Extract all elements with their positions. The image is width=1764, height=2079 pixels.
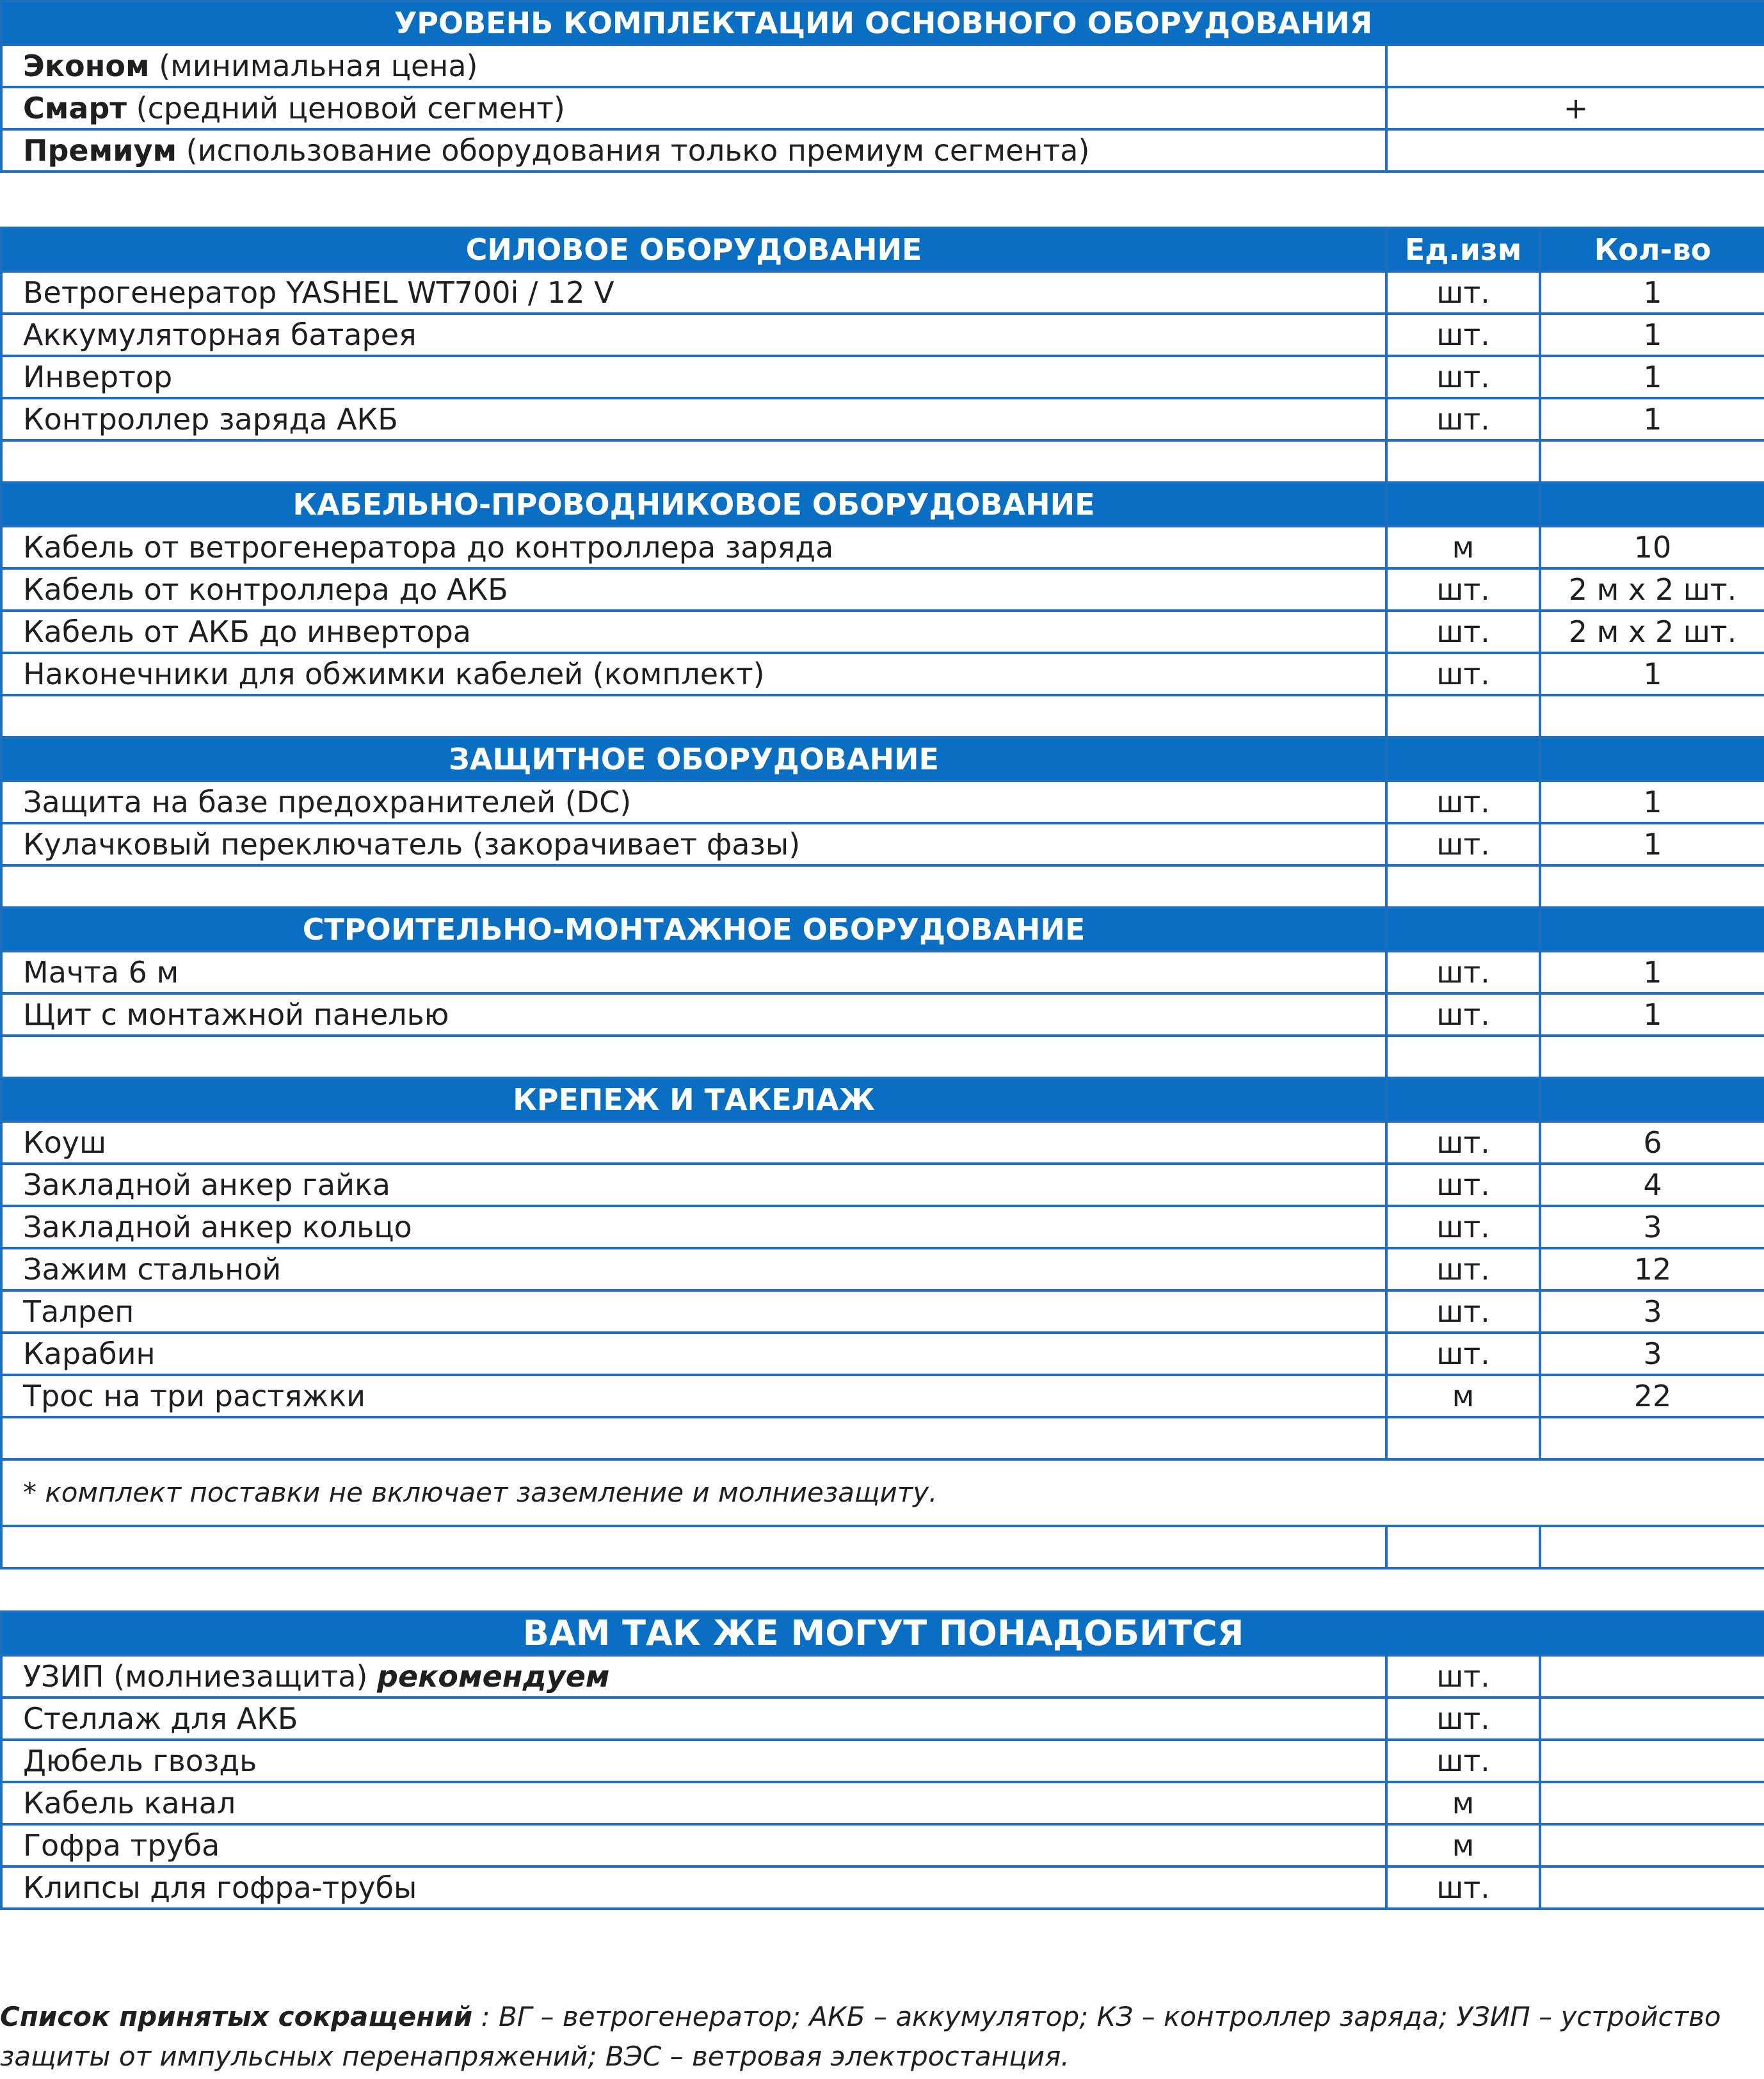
section-header-empty — [1540, 737, 1764, 781]
item-qty: 22 — [1540, 1375, 1764, 1417]
equipment-level-table — [0, 0, 1764, 173]
item-unit: шт. — [1386, 1698, 1540, 1740]
blank-cell — [1386, 1526, 1540, 1568]
equipment-table — [0, 227, 1764, 1569]
item-qty: 3 — [1540, 1206, 1764, 1248]
item-unit: шт. — [1386, 568, 1540, 611]
item-qty: 3 — [1540, 1290, 1764, 1333]
item-name: Контроллер заряда АКБ — [1, 398, 1386, 440]
item-name: Кабель от ветрогенератора до контроллера заряда — [1, 526, 1386, 568]
item-name: Карабин — [1, 1333, 1386, 1375]
item-name: Мачта 6 м — [1, 951, 1386, 993]
item-qty: 10 — [1540, 526, 1764, 568]
item-qty: 1 — [1540, 356, 1764, 398]
level-name — [1, 129, 1386, 172]
item-name: Кабель от контроллера до АКБ — [1, 568, 1386, 611]
level-header: УРОВЕНЬ КОМПЛЕКТАЦИИ ОСНОВНОГО ОБОРУДОВАНИЯ — [1, 1, 1764, 45]
level-mark — [1386, 45, 1764, 87]
item-qty — [1540, 1824, 1764, 1866]
blank-cell — [1540, 1526, 1764, 1568]
table-row — [1, 526, 1764, 568]
table-row — [1, 611, 1764, 653]
blank-cell — [1386, 1417, 1540, 1459]
section-header-empty — [1386, 908, 1540, 951]
item-qty: 1 — [1540, 653, 1764, 695]
item-name: Талреп — [1, 1290, 1386, 1333]
item-qty — [1540, 1698, 1764, 1740]
section-header-empty — [1386, 483, 1540, 526]
item-qty — [1540, 1782, 1764, 1824]
blank-row — [1, 440, 1764, 483]
table-row — [1, 568, 1764, 611]
abbreviations-lead: Список принятых сокращений — [0, 2001, 473, 2032]
item-unit: шт. — [1386, 611, 1540, 653]
item-unit: шт. — [1386, 1206, 1540, 1248]
level-header-row — [1, 1, 1764, 45]
item-qty: 3 — [1540, 1333, 1764, 1375]
table-row — [1, 356, 1764, 398]
table-row — [1, 271, 1764, 314]
blank-cell — [1540, 695, 1764, 737]
blank-row — [1, 1036, 1764, 1078]
section-header-row — [1, 228, 1764, 271]
item-qty: 6 — [1540, 1121, 1764, 1164]
item-unit: шт. — [1386, 823, 1540, 865]
item-unit: шт. — [1386, 781, 1540, 823]
section-header-row — [1, 1078, 1764, 1121]
abbreviations-line-2: защиты от импульсных перенапряжений; ВЭС – ветровая электростанция. — [0, 2041, 1070, 2072]
item-unit: м — [1386, 526, 1540, 568]
item-name: Кабель от АКБ до инвертора — [1, 611, 1386, 653]
item-unit: шт. — [1386, 271, 1540, 314]
item-qty — [1540, 1740, 1764, 1782]
item-qty: 1 — [1540, 314, 1764, 356]
item-qty: 1 — [1540, 993, 1764, 1036]
table-row — [1, 1655, 1764, 1698]
blank-cell — [1386, 1036, 1540, 1078]
section-header: КАБЕЛЬНО-ПРОВОДНИКОВОЕ ОБОРУДОВАНИЕ — [1, 483, 1386, 526]
level-name — [1, 45, 1386, 87]
item-qty: 2 м х 2 шт. — [1540, 568, 1764, 611]
column-header-unit: Ед.изм — [1386, 228, 1540, 271]
blank-cell — [1386, 865, 1540, 908]
blank-cell — [1, 1036, 1386, 1078]
table-row — [1, 653, 1764, 695]
item-name: Трос на три растяжки — [1, 1375, 1386, 1417]
item-qty: 12 — [1540, 1248, 1764, 1290]
table-row — [1, 1782, 1764, 1824]
blank-cell — [1, 1417, 1386, 1459]
extra-equipment-table — [0, 1610, 1764, 1910]
blank-cell — [1, 1526, 1386, 1568]
level-name-description: (использование оборудования только премиум сегмента) — [177, 133, 1090, 168]
item-qty: 1 — [1540, 398, 1764, 440]
section-header: СИЛОВОЕ ОБОРУДОВАНИЕ — [1, 228, 1386, 271]
section-header-empty — [1540, 483, 1764, 526]
item-name: Наконечники для обжимки кабелей (комплект) — [1, 653, 1386, 695]
blank-row — [1, 1526, 1764, 1568]
blank-cell — [1540, 1417, 1764, 1459]
section-header-empty — [1386, 1078, 1540, 1121]
delivery-note: * комплект поставки не включает заземление и молниезащиту. — [1, 1459, 1764, 1526]
item-name: Стеллаж для АКБ — [1, 1698, 1386, 1740]
note-row — [1, 1459, 1764, 1526]
section-header-row — [1, 908, 1764, 951]
table-row — [1, 1375, 1764, 1417]
item-name: Гофра труба — [1, 1824, 1386, 1866]
table-row — [1, 1740, 1764, 1782]
section-header-row — [1, 483, 1764, 526]
item-unit: шт. — [1386, 356, 1540, 398]
item-unit: шт. — [1386, 993, 1540, 1036]
level-row — [1, 45, 1764, 87]
item-qty: 4 — [1540, 1164, 1764, 1206]
table-row — [1, 1866, 1764, 1909]
item-qty: 2 м х 2 шт. — [1540, 611, 1764, 653]
level-row — [1, 129, 1764, 172]
level-mark — [1386, 129, 1764, 172]
section-header-empty — [1540, 908, 1764, 951]
item-qty: 1 — [1540, 271, 1764, 314]
item-qty: 1 — [1540, 823, 1764, 865]
item-name: Щит с монтажной панелью — [1, 993, 1386, 1036]
level-row — [1, 87, 1764, 129]
section-header-row — [1, 737, 1764, 781]
item-unit: шт. — [1386, 1740, 1540, 1782]
blank-cell — [1386, 440, 1540, 483]
table-row — [1, 1121, 1764, 1164]
section-header: КРЕПЕЖ И ТАКЕЛАЖ — [1, 1078, 1386, 1121]
blank-row — [1, 865, 1764, 908]
item-unit: шт. — [1386, 1248, 1540, 1290]
table-row — [1, 1824, 1764, 1866]
level-name-bold: Эконом — [23, 49, 150, 83]
item-unit: шт. — [1386, 951, 1540, 993]
blank-cell — [1386, 695, 1540, 737]
item-name: Кулачковый переключатель (закорачивает фазы) — [1, 823, 1386, 865]
blank-cell — [1, 865, 1386, 908]
table-row — [1, 1290, 1764, 1333]
table-row — [1, 314, 1764, 356]
item-name: Закладной анкер гайка — [1, 1164, 1386, 1206]
abbreviations-text-1: : ВГ – ветрогенератор; АКБ – аккумулятор; КЗ – контроллер заряда; УЗИП – устройство — [472, 2001, 1721, 2032]
abbreviations-line-1 — [0, 1997, 1764, 2037]
item-unit: м — [1386, 1375, 1540, 1417]
item-unit: шт. — [1386, 1290, 1540, 1333]
level-name-description: (минимальная цена) — [149, 49, 478, 83]
table-row — [1, 1164, 1764, 1206]
item-name: Закладной анкер кольцо — [1, 1206, 1386, 1248]
item-name: Клипсы для гофра-трубы — [1, 1866, 1386, 1909]
item-name: Дюбель гвоздь — [1, 1740, 1386, 1782]
table-row — [1, 993, 1764, 1036]
table-row — [1, 781, 1764, 823]
item-name: Кабель канал — [1, 1782, 1386, 1824]
blank-cell — [1, 440, 1386, 483]
extra-header: ВАМ ТАК ЖЕ МОГУТ ПОНАДОБИТСЯ — [1, 1612, 1764, 1655]
blank-row — [1, 695, 1764, 737]
item-unit: шт. — [1386, 1866, 1540, 1909]
level-name-bold: Премиум — [23, 133, 177, 168]
section-header: ЗАЩИТНОЕ ОБОРУДОВАНИЕ — [1, 737, 1386, 781]
item-unit: шт. — [1386, 1121, 1540, 1164]
item-name: Аккумуляторная батарея — [1, 314, 1386, 356]
item-name: Зажим стальной — [1, 1248, 1386, 1290]
table-row — [1, 1698, 1764, 1740]
item-name-text: УЗИП (молниезащита) — [23, 1659, 378, 1694]
item-unit: шт. — [1386, 653, 1540, 695]
item-unit: м — [1386, 1782, 1540, 1824]
item-unit: м — [1386, 1824, 1540, 1866]
level-name-bold: Смарт — [23, 91, 127, 125]
item-unit: шт. — [1386, 1333, 1540, 1375]
column-header-qty: Кол-во — [1540, 228, 1764, 271]
table-row — [1, 398, 1764, 440]
level-name — [1, 87, 1386, 129]
item-qty — [1540, 1866, 1764, 1909]
abbreviations-note — [0, 1997, 1764, 2076]
blank-row — [1, 1417, 1764, 1459]
item-qty: 1 — [1540, 951, 1764, 993]
blank-cell — [1540, 440, 1764, 483]
item-unit: шт. — [1386, 398, 1540, 440]
item-unit: шт. — [1386, 1655, 1540, 1698]
section-header-empty — [1386, 737, 1540, 781]
table-row — [1, 823, 1764, 865]
table-row — [1, 1333, 1764, 1375]
item-name: Ветрогенератор YASHEL WT700i / 12 V — [1, 271, 1386, 314]
level-mark: + — [1386, 87, 1764, 129]
item-name: Защита на базе предохранителей (DC) — [1, 781, 1386, 823]
item-name — [1, 1655, 1386, 1698]
table-row — [1, 1206, 1764, 1248]
extra-header-row — [1, 1612, 1764, 1655]
section-header: СТРОИТЕЛЬНО-МОНТАЖНОЕ ОБОРУДОВАНИЕ — [1, 908, 1386, 951]
item-unit: шт. — [1386, 1164, 1540, 1206]
item-unit: шт. — [1386, 314, 1540, 356]
item-name: Инвертор — [1, 356, 1386, 398]
section-header-empty — [1540, 1078, 1764, 1121]
table-row — [1, 1248, 1764, 1290]
item-qty — [1540, 1655, 1764, 1698]
level-name-description: (средний ценовой сегмент) — [127, 91, 565, 125]
blank-cell — [1540, 865, 1764, 908]
recommended-emphasis: рекомендуем — [377, 1659, 610, 1694]
item-qty: 1 — [1540, 781, 1764, 823]
blank-cell — [1540, 1036, 1764, 1078]
table-row — [1, 951, 1764, 993]
blank-cell — [1, 695, 1386, 737]
item-name: Коуш — [1, 1121, 1386, 1164]
